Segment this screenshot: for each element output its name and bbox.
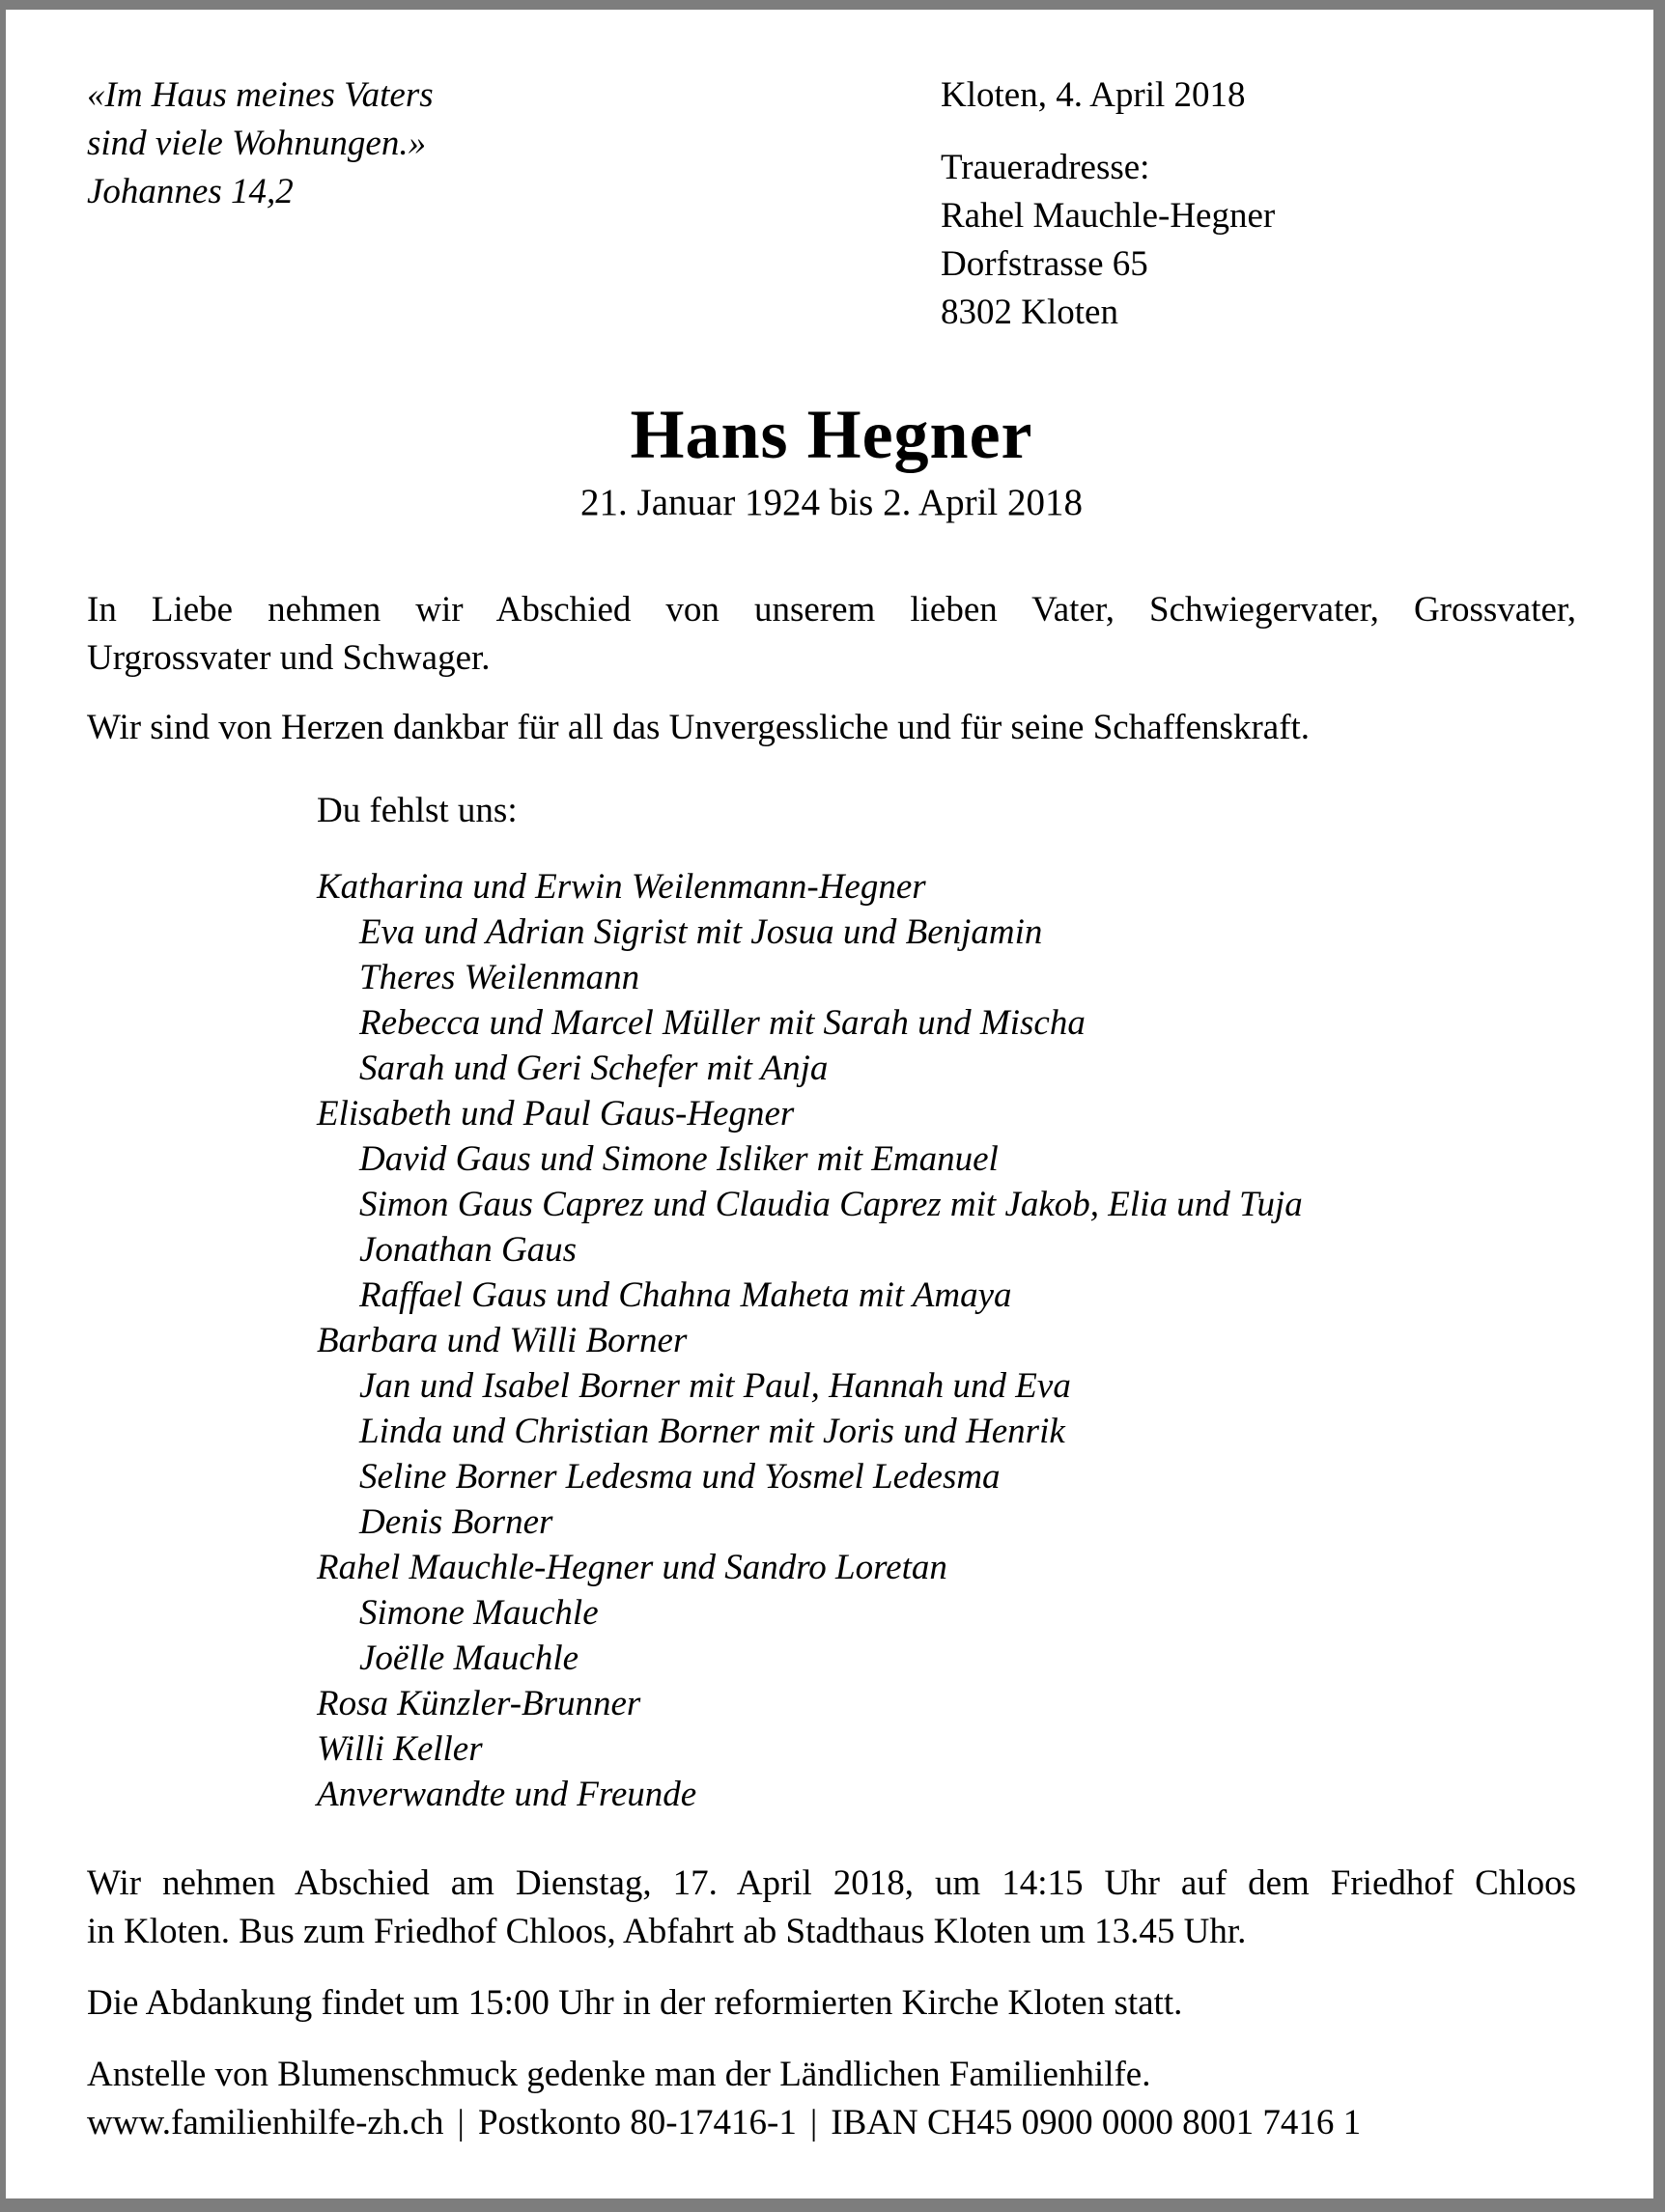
iban-text: IBAN CH45 0900 0000 8001 7416 1 — [831, 2103, 1362, 2142]
service-paragraph: Die Abdankung findet um 15:00 Uhr in der reformierten Kirche Kloten statt. — [87, 1983, 1183, 2023]
gratitude-paragraph: Wir sind von Herzen dankbar für all das Unvergessliche und für seine Schaffenskraft. — [87, 708, 1311, 747]
mourning-address-name: Rahel Mauchle-Hegner — [941, 196, 1276, 236]
family-member-line: Joëlle Mauchle — [359, 1638, 579, 1678]
family-member-line: Seline Borner Ledesma und Yosmel Ledesma — [359, 1457, 1001, 1497]
family-member-line: Katharina und Erwin Weilenmann-Hegner — [317, 867, 926, 907]
family-member-line: Raffael Gaus und Chahna Maheta mit Amaya — [359, 1275, 1012, 1315]
header-row — [87, 71, 1576, 337]
separator-bar: | — [809, 2103, 818, 2142]
deceased-name: Hans Hegner — [630, 396, 1033, 473]
family-member-line: Theres Weilenmann — [359, 958, 640, 997]
address-column — [941, 71, 1578, 337]
mourning-address-street: Dorfstrasse 65 — [941, 244, 1148, 284]
family-member-line: Denis Borner — [359, 1502, 553, 1542]
family-member-line: Barbara und Willi Borner — [317, 1321, 688, 1360]
family-member-line: Jan und Isabel Borner mit Paul, Hannah und Eva — [359, 1366, 1071, 1406]
postal-account-text: Postkonto 80-17416-1 — [477, 2103, 797, 2142]
bible-quote-line: sind viele Wohnungen.» — [87, 124, 427, 163]
family-member-line: Jonathan Gaus — [359, 1230, 578, 1270]
family-member-line: Rosa Künzler-Brunner — [317, 1684, 641, 1723]
mourning-address-label: Traueradresse: — [941, 148, 1150, 187]
family-member-line: Simone Mauchle — [359, 1593, 599, 1633]
family-member-line: Linda und Christian Borner mit Joris und Henrik — [359, 1412, 1065, 1451]
bible-quote-line: «Im Haus meines Vaters — [87, 75, 434, 115]
family-member-line: Willi Keller — [317, 1729, 483, 1769]
bible-quote — [87, 71, 941, 337]
family-member-line: David Gaus und Simone Isliker mit Emanuel — [359, 1139, 999, 1179]
place-date-line: Kloten, 4. April 2018 — [941, 75, 1246, 115]
farewell-line: In Liebe nehmen wir Abschied von unserem lieben Vater, Schwiegervater, Grossvater, — [87, 590, 1576, 630]
separator-bar: | — [457, 2103, 465, 2142]
burial-line: Wir nehmen Abschied am Dienstag, 17. April 2018, um 14:15 Uhr auf dem Friedhof Chloos — [87, 1863, 1576, 1903]
family-member-line: Rebecca und Marcel Müller mit Sarah und Mischa — [359, 1003, 1086, 1043]
farewell-paragraph — [87, 586, 1576, 683]
mourning-address-city: 8302 Kloten — [941, 293, 1118, 332]
bible-quote-reference: Johannes 14,2 — [87, 172, 294, 211]
family-member-line: Anverwandte und Freunde — [317, 1775, 697, 1814]
farewell-line: Urgrossvater und Schwager. — [87, 638, 491, 678]
family-member-line: Elisabeth und Paul Gaus-Hegner — [317, 1094, 795, 1134]
donation-line: Anstelle von Blumenschmuck gedenke man der Ländlichen Familienhilfe. — [87, 2055, 1151, 2094]
life-dates: 21. Januar 1924 bis 2. April 2018 — [580, 482, 1083, 523]
donation-paragraph — [87, 2051, 1576, 2147]
family-member-line: Sarah und Geri Schefer mit Anja — [359, 1049, 829, 1088]
family-member-line: Simon Gaus Caprez und Claudia Caprez mit Jakob, Elia und Tuja — [359, 1185, 1303, 1224]
family-member-line: Eva und Adrian Sigrist mit Josua und Benjamin — [359, 912, 1043, 952]
family-list — [317, 864, 1576, 1817]
obituary-page — [6, 10, 1653, 2198]
burial-paragraph — [87, 1860, 1576, 1956]
family-member-line: Rahel Mauchle-Hegner und Sandro Loretan — [317, 1548, 947, 1587]
contact-line — [87, 2099, 1576, 2147]
website-text: www.familienhilfe-zh.ch — [87, 2103, 444, 2142]
burial-line: in Kloten. Bus zum Friedhof Chloos, Abfahrt ab Stadthaus Kloten um 13.45 Uhr. — [87, 1912, 1247, 1951]
missing-line: Du fehlst uns: — [317, 791, 518, 830]
obituary-content — [6, 10, 1653, 2147]
